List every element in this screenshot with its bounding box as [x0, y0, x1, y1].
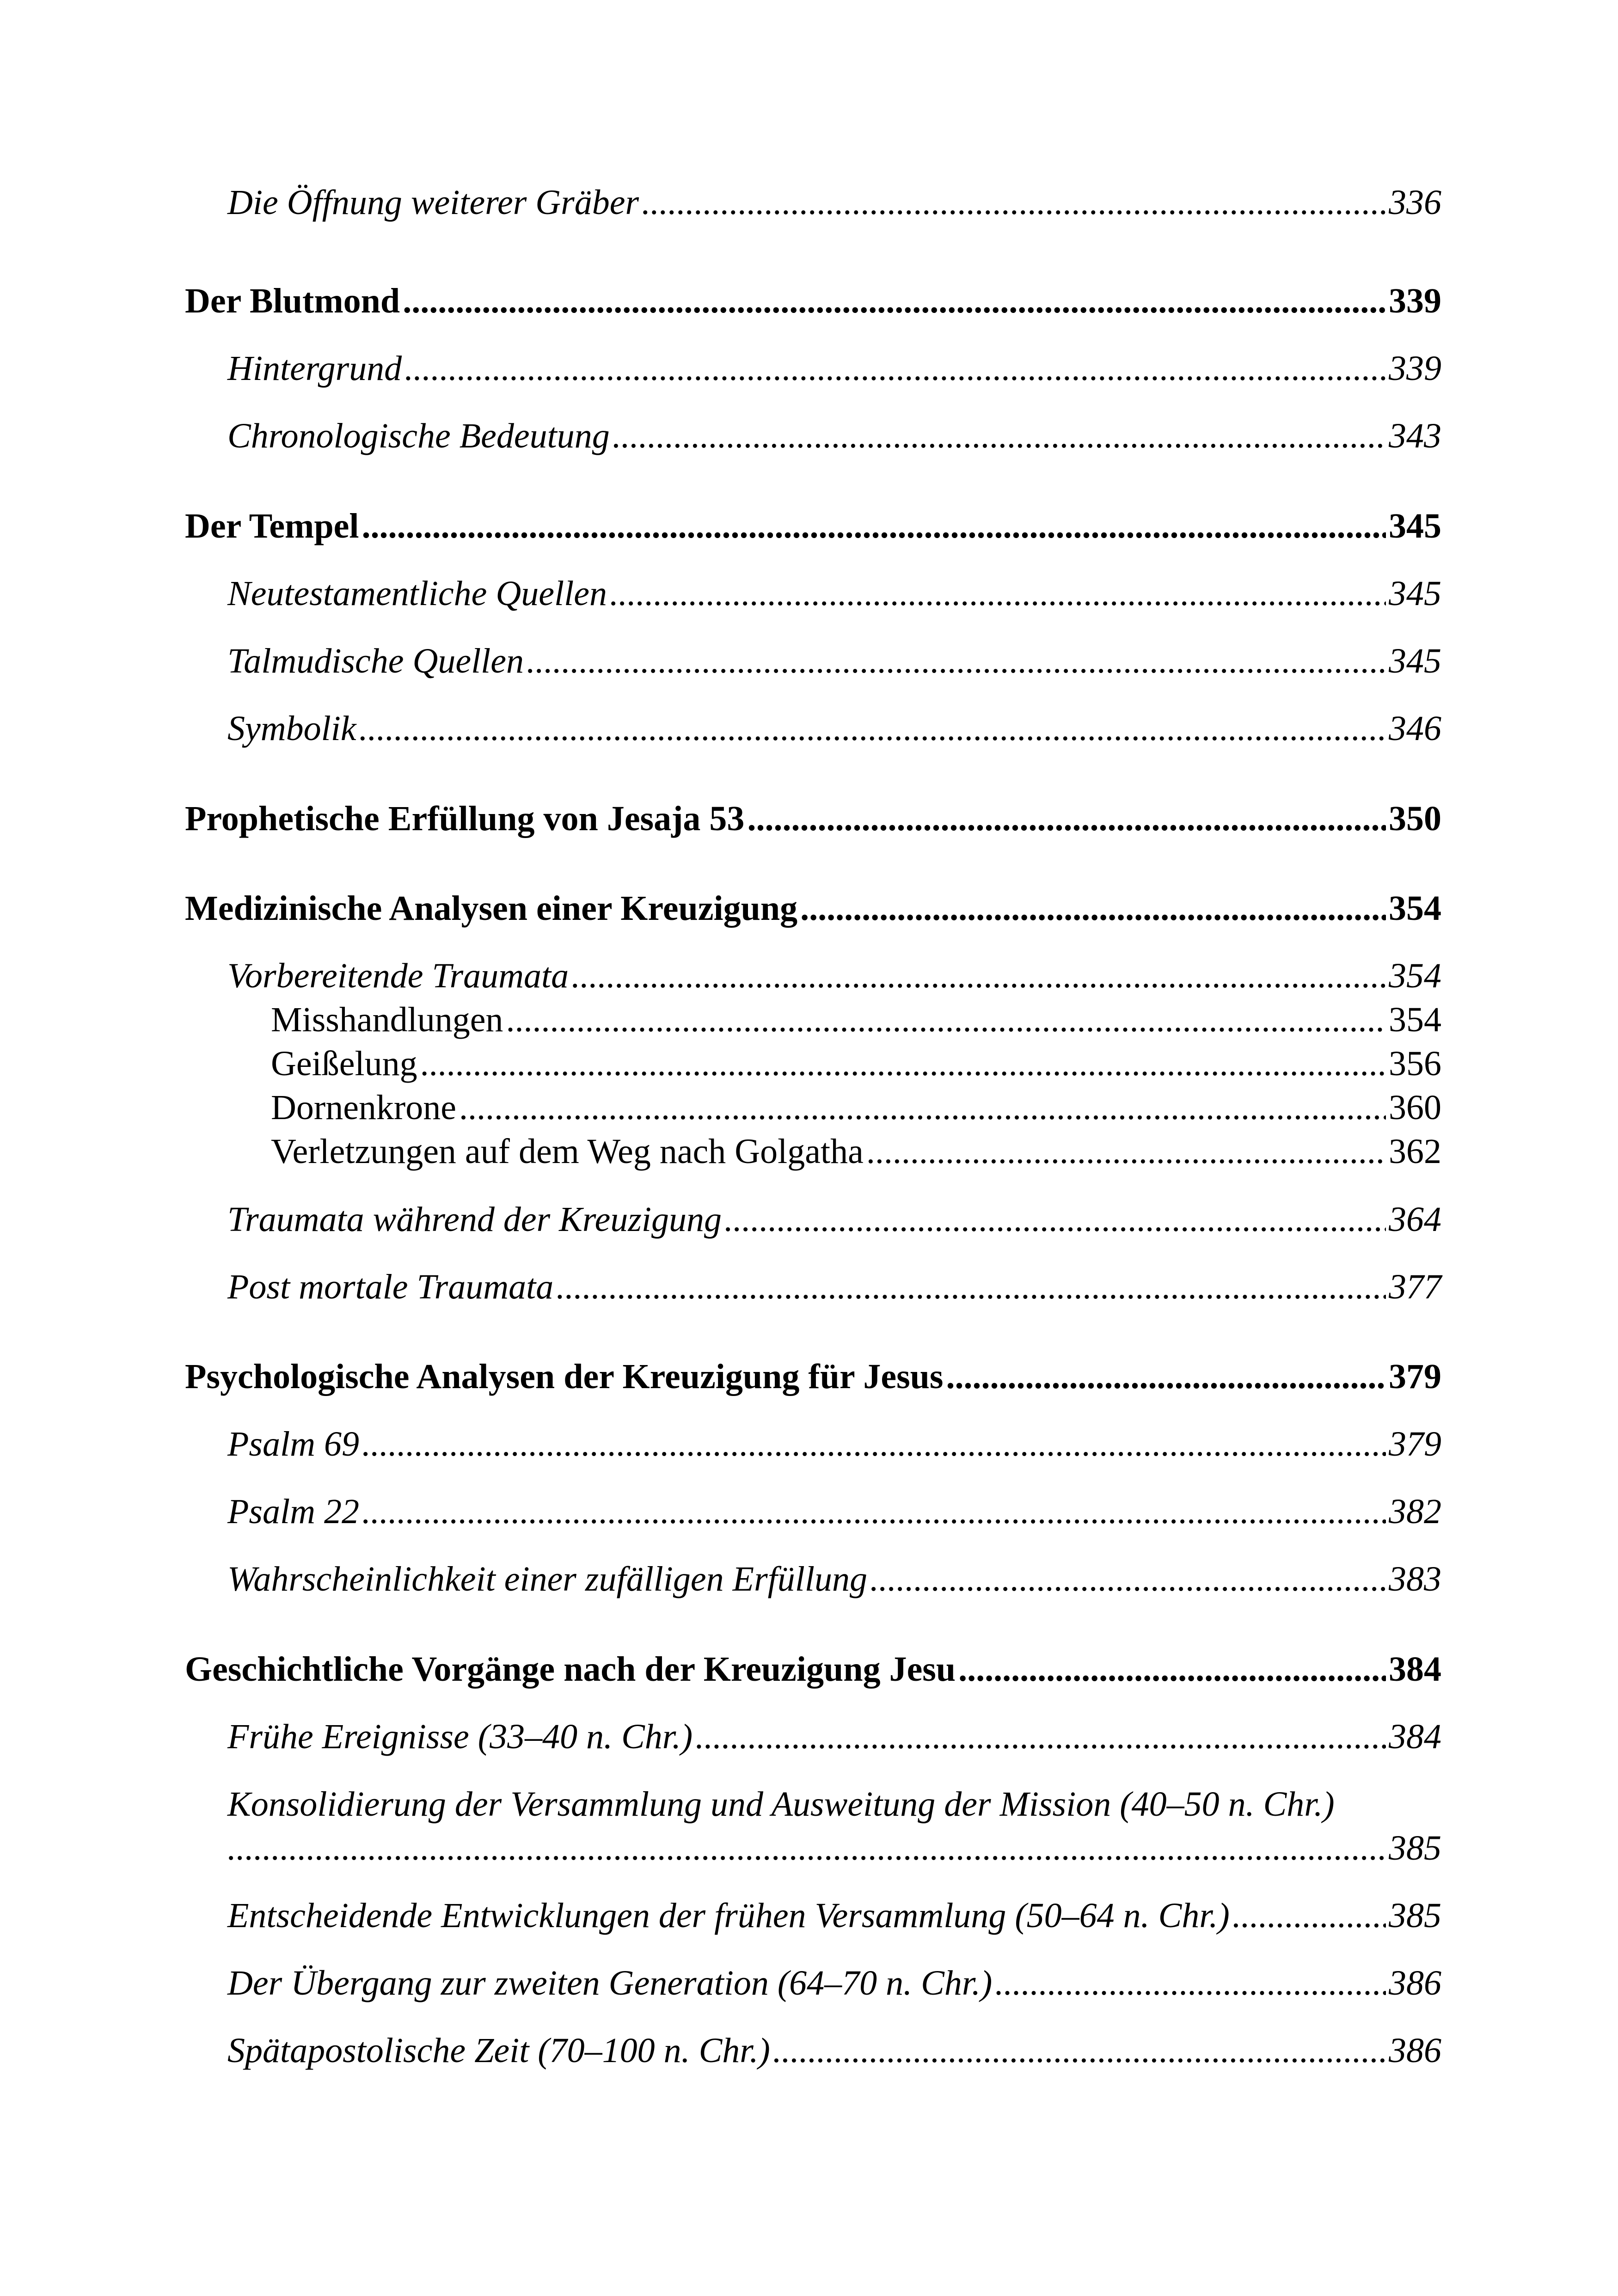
toc-entry-title: Hintergrund [227, 349, 402, 388]
toc-entry-title: Geißelung [271, 1044, 417, 1083]
toc-leader-dots [946, 1359, 1386, 1394]
toc-entry-page: 345 [1389, 507, 1441, 545]
toc-chapter[interactable] [185, 801, 1441, 836]
toc-chapter[interactable] [185, 508, 1441, 544]
toc-leader-dots [613, 418, 1386, 453]
toc-entry[interactable] [185, 1965, 1441, 2001]
toc-leader-dots [362, 1494, 1386, 1529]
toc-leader-dots [420, 1046, 1386, 1081]
toc-entry[interactable] [185, 958, 1441, 993]
toc-entry-page: 360 [1389, 1088, 1441, 1127]
toc-chapter[interactable] [185, 283, 1441, 318]
toc-entry-title: Entscheidende Entwicklungen der frühen Versammlung (50–64 n. Chr.) [227, 1896, 1230, 1935]
toc-entry-page: 345 [1389, 642, 1441, 680]
toc-entry-title: Vorbereitende Traumata [227, 956, 569, 995]
toc-entry-title: Misshandlungen [271, 1000, 503, 1039]
toc-entry[interactable] [185, 351, 1441, 386]
toc-entry-title: Psalm 69 [227, 1425, 359, 1463]
toc-entry-page: 356 [1389, 1044, 1441, 1083]
toc-entry[interactable] [185, 418, 1441, 453]
toc-entry-page: 339 [1389, 349, 1441, 388]
toc-entry-page: 384 [1389, 1650, 1441, 1689]
toc-entry-title: Wahrscheinlichkeit einer zufälligen Erfüllung [227, 1560, 867, 1598]
toc-entry-page: 354 [1389, 889, 1441, 928]
toc-leader-dots [610, 576, 1386, 611]
toc-entry-page: 383 [1389, 1560, 1441, 1598]
toc-entry[interactable] [185, 1269, 1441, 1304]
toc-subentry[interactable] [185, 1090, 1441, 1125]
toc-leader-dots [362, 1427, 1386, 1462]
toc-entry[interactable] [185, 711, 1441, 746]
toc-entry-page: 385 [1389, 1829, 1441, 1867]
toc-entry-page: 346 [1389, 709, 1441, 748]
toc-entry-title: Die Öffnung weiterer Gräber [227, 183, 639, 222]
toc-leader-dots [695, 1719, 1386, 1754]
toc-entry-page: 377 [1389, 1267, 1441, 1306]
toc-leader-dots [995, 1965, 1386, 2001]
toc-leader-dots [527, 643, 1386, 679]
toc-entry[interactable] [185, 576, 1441, 611]
toc-entry[interactable] [185, 643, 1441, 679]
toc-entry-page: 385 [1389, 1896, 1441, 1935]
toc-leader-dots [747, 801, 1386, 836]
toc-leader-dots [571, 958, 1386, 993]
toc-entry-page: 386 [1389, 2031, 1441, 2070]
toc-entry-page: 362 [1389, 1132, 1441, 1171]
toc-leader-dots [866, 1134, 1386, 1169]
toc-entry-wrapped-leader[interactable] [185, 1831, 1441, 1866]
toc-entry[interactable] [185, 2033, 1441, 2068]
toc-entry-page: 379 [1389, 1357, 1441, 1396]
toc-leader-dots [773, 2033, 1386, 2068]
toc-entry[interactable] [185, 1494, 1441, 1529]
toc-entry-title: Dornenkrone [271, 1088, 456, 1127]
toc-entry-title: Verletzungen auf dem Weg nach Golgatha [271, 1132, 864, 1171]
toc-subentry[interactable] [185, 1134, 1441, 1169]
toc-entry-title: Frühe Ereignisse (33–40 n. Chr.) [227, 1717, 693, 1756]
toc-entry-page: 350 [1389, 799, 1441, 838]
toc-leader-dots [724, 1202, 1386, 1237]
toc-leader-dots [227, 1831, 1386, 1866]
toc-entry[interactable] [185, 1561, 1441, 1597]
toc-entry-title: Talmudische Quellen [227, 642, 524, 680]
toc-leader-dots [642, 185, 1386, 220]
toc-chapter[interactable] [185, 1652, 1441, 1687]
toc-entry-title: Konsolidierung der Versammlung und Ausweitung der Mission (40–50 n. Chr.) [227, 1785, 1335, 1824]
toc-entry-page: 336 [1389, 183, 1441, 222]
toc-chapter[interactable] [185, 1359, 1441, 1394]
toc-entry[interactable] [185, 1719, 1441, 1754]
toc-leader-dots [403, 283, 1386, 318]
toc-entry-title: Traumata während der Kreuzigung [227, 1200, 722, 1239]
toc-entry-title: Symbolik [227, 709, 356, 748]
toc-leader-dots [404, 351, 1386, 386]
toc-leader-dots [459, 1090, 1386, 1125]
toc-leader-dots [362, 508, 1386, 544]
toc-entry-page: 384 [1389, 1717, 1441, 1756]
toc-entry-page: 364 [1389, 1200, 1441, 1239]
toc-entry-title: Geschichtliche Vorgänge nach der Kreuzigung Jesu [185, 1650, 956, 1689]
toc-entry[interactable] [185, 1427, 1441, 1462]
toc-entry-title: Der Blutmond [185, 282, 400, 320]
toc-entry-title: Chronologische Bedeutung [227, 416, 610, 455]
toc-entry-wrapped-title[interactable] [185, 1787, 1441, 1822]
toc-entry[interactable] [185, 185, 1441, 220]
toc-leader-dots [870, 1561, 1386, 1597]
toc-leader-dots [1232, 1898, 1386, 1933]
toc-subentry[interactable] [185, 1002, 1441, 1037]
toc-entry[interactable] [185, 1898, 1441, 1933]
toc-entry-title: Prophetische Erfüllung von Jesaja 53 [185, 799, 745, 838]
toc-entry-title: Der Tempel [185, 507, 359, 545]
toc-entry[interactable] [185, 1202, 1441, 1237]
toc-leader-dots [359, 711, 1386, 746]
toc-subentry[interactable] [185, 1046, 1441, 1081]
toc-entry-title: Spätapostolische Zeit (70–100 n. Chr.) [227, 2031, 770, 2070]
toc-entry-page: 379 [1389, 1425, 1441, 1463]
toc-leader-dots [800, 891, 1386, 926]
toc-leader-dots [506, 1002, 1386, 1037]
toc-leader-dots [958, 1652, 1386, 1687]
toc-entry-page: 382 [1389, 1492, 1441, 1531]
toc-entry-page: 339 [1389, 282, 1441, 320]
toc-entry-page: 354 [1389, 956, 1441, 995]
toc-chapter[interactable] [185, 891, 1441, 926]
toc-entry-title: Medizinische Analysen einer Kreuzigung [185, 889, 798, 928]
toc-entry-title: Der Übergang zur zweiten Generation (64–70 n. Chr.) [227, 1964, 993, 2002]
toc-entry-title: Psalm 22 [227, 1492, 359, 1531]
toc-entry-page: 343 [1389, 416, 1441, 455]
toc-entry-page: 354 [1389, 1000, 1441, 1039]
toc-entry-title: Psychologische Analysen der Kreuzigung für Jesus [185, 1357, 944, 1396]
toc-entry-title: Neutestamentliche Quellen [227, 574, 607, 613]
toc-leader-dots [556, 1269, 1386, 1304]
toc-entry-page: 345 [1389, 574, 1441, 613]
toc-entry-title: Post mortale Traumata [227, 1267, 554, 1306]
toc-entry-page: 386 [1389, 1964, 1441, 2002]
